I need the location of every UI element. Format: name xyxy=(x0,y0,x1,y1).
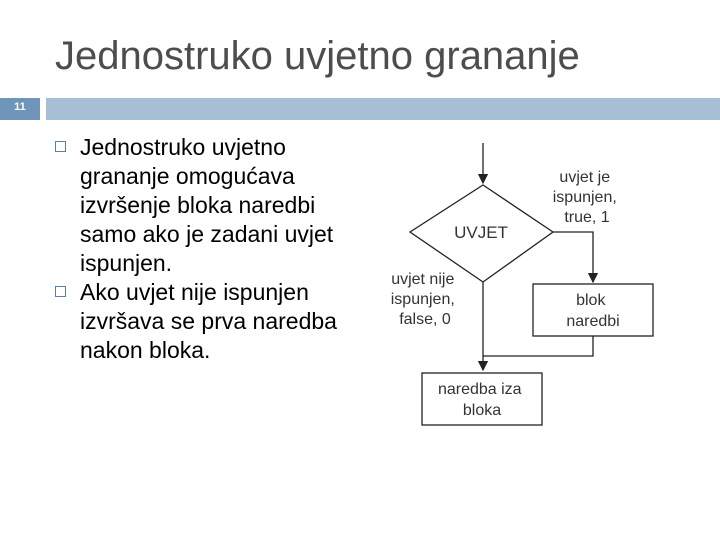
after-label-line: naredba iza xyxy=(437,381,522,398)
slide-number: 11 xyxy=(14,101,26,113)
block-label-line: naredbi xyxy=(566,313,620,330)
false-label-line: false, 0 xyxy=(399,311,451,328)
true-label-line: uvjet je xyxy=(559,169,611,186)
bullet-item xyxy=(55,133,375,278)
false-label-line: uvjet nije xyxy=(391,271,455,288)
flowchart xyxy=(380,140,670,440)
square-bullet-icon xyxy=(55,286,66,297)
true-branch-arrow xyxy=(553,232,593,282)
after-label-line: bloka xyxy=(462,402,502,419)
merge-line xyxy=(483,336,593,356)
block-label-line: blok xyxy=(576,292,606,309)
condition-label: UVJET xyxy=(454,223,508,242)
true-label-line: ispunjen, xyxy=(552,189,617,206)
bullet-text: Jednostruko uvjetno grananje omogućava izvršenje bloka naredbi samo ako je zadani uvjet ispunjen. xyxy=(80,134,334,276)
title-divider-bar xyxy=(46,98,720,120)
false-label xyxy=(391,271,460,328)
bullet-list xyxy=(55,133,375,365)
bullet-item xyxy=(55,278,375,365)
true-label xyxy=(553,169,622,226)
square-bullet-icon xyxy=(55,141,66,152)
bullet-text: Ako uvjet nije ispunjen izvršava se prva naredba nakon bloka. xyxy=(80,279,337,363)
false-label-line: ispunjen, xyxy=(390,291,455,308)
true-label-line: true, 1 xyxy=(564,209,610,226)
slide-title: Jednostruko uvjetno grananje xyxy=(55,34,580,78)
